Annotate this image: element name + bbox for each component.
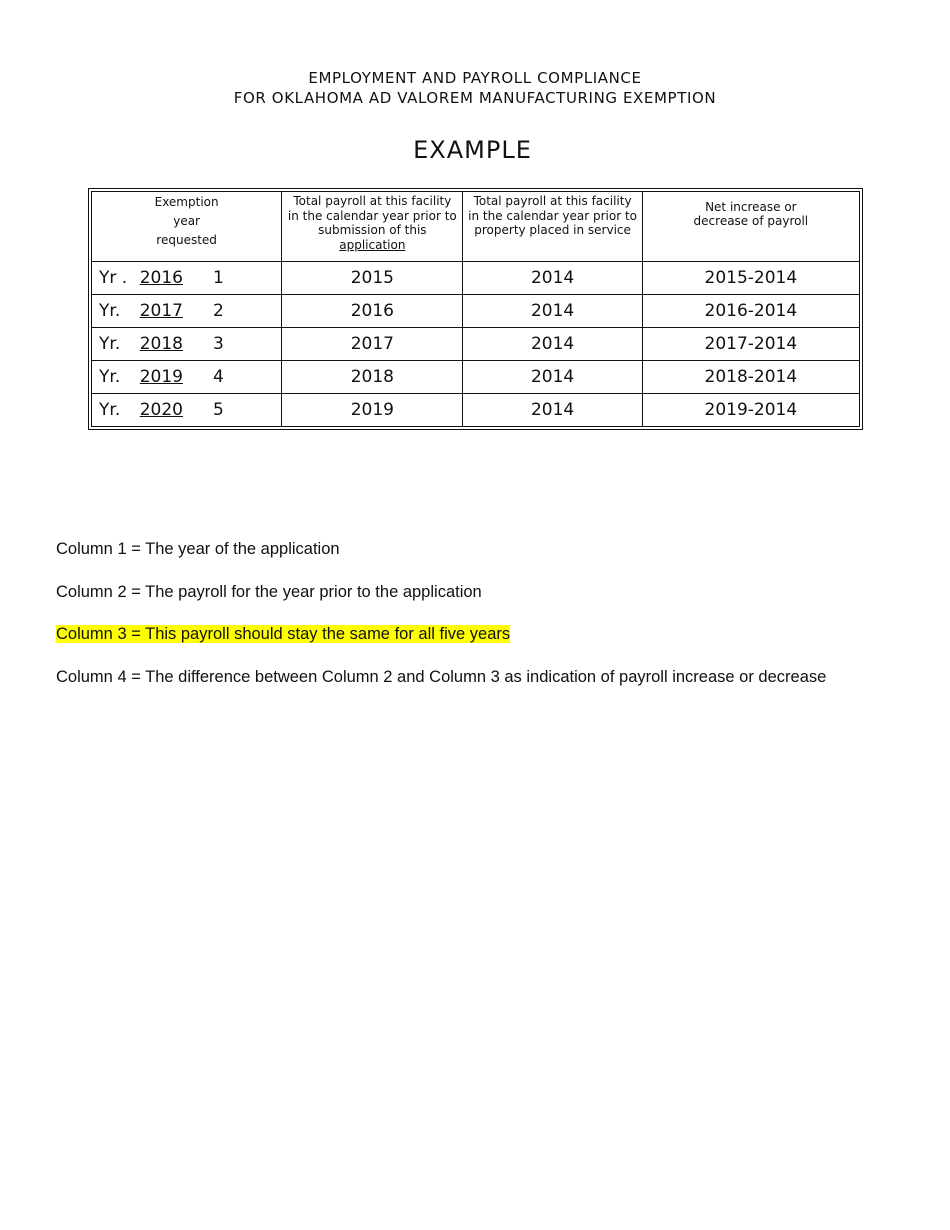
- cell-prior-payroll-year: 2018: [282, 361, 463, 394]
- payroll-table: [91, 191, 860, 427]
- cell-net-change: 2019-2014: [642, 394, 859, 427]
- example-title: EXAMPLE: [413, 136, 532, 164]
- cell-net-change: 2016-2014: [642, 295, 859, 328]
- table-row: [92, 394, 860, 427]
- note-column-4: Column 4 = The difference between Column 2 and Column 3 as indication of payroll increase or decrease: [56, 667, 827, 686]
- cell-service-payroll-year: 2014: [463, 394, 642, 427]
- header-exemption-year: Exemption year requested: [92, 192, 282, 262]
- document-header: [0, 68, 950, 108]
- cell-net-change: 2017-2014: [642, 328, 859, 361]
- note-column-1: Column 1 = The year of the application: [56, 540, 340, 558]
- cell-service-payroll-year: 2014: [463, 262, 642, 295]
- cell-service-payroll-year: 2014: [463, 295, 642, 328]
- cell-net-change: 2015-2014: [642, 262, 859, 295]
- cell-prior-payroll-year: 2017: [282, 328, 463, 361]
- note-column-2: Column 2 = The payroll for the year prior to the application: [56, 582, 482, 601]
- column-notes: [56, 538, 936, 708]
- note-column-3-highlighted: Column 3 = This payroll should stay the same for all five years: [56, 625, 511, 643]
- cell-service-payroll-year: 2014: [463, 328, 642, 361]
- cell-exemption-year: Yr . 2016 1: [92, 262, 282, 295]
- header-line-1: EMPLOYMENT AND PAYROLL COMPLIANCE: [308, 69, 642, 87]
- header-line-2: FOR OKLAHOMA AD VALOREM MANUFACTURING EXEMPTION: [233, 89, 717, 107]
- cell-exemption-year: Yr. 2020 5: [92, 394, 282, 427]
- header-payroll-prior-submission: Total payroll at this facility in the calendar year prior to submission of this application: [282, 192, 463, 262]
- cell-prior-payroll-year: 2019: [282, 394, 463, 427]
- cell-exemption-year: Yr. 2017 2: [92, 295, 282, 328]
- header-payroll-prior-service: Total payroll at this facility in the calendar year prior to property placed in service: [463, 192, 642, 262]
- table-row: [92, 361, 860, 394]
- table-row: [92, 295, 860, 328]
- cell-prior-payroll-year: 2016: [282, 295, 463, 328]
- table-header-row: [92, 192, 860, 262]
- table-row: [92, 328, 860, 361]
- cell-exemption-year: Yr. 2018 3: [92, 328, 282, 361]
- cell-prior-payroll-year: 2015: [282, 262, 463, 295]
- cell-net-change: 2018-2014: [642, 361, 859, 394]
- cell-service-payroll-year: 2014: [463, 361, 642, 394]
- table-row: [92, 262, 860, 295]
- header-net-change: Net increase or decrease of payroll: [642, 192, 859, 262]
- cell-exemption-year: Yr. 2019 4: [92, 361, 282, 394]
- payroll-table-frame: [88, 188, 863, 430]
